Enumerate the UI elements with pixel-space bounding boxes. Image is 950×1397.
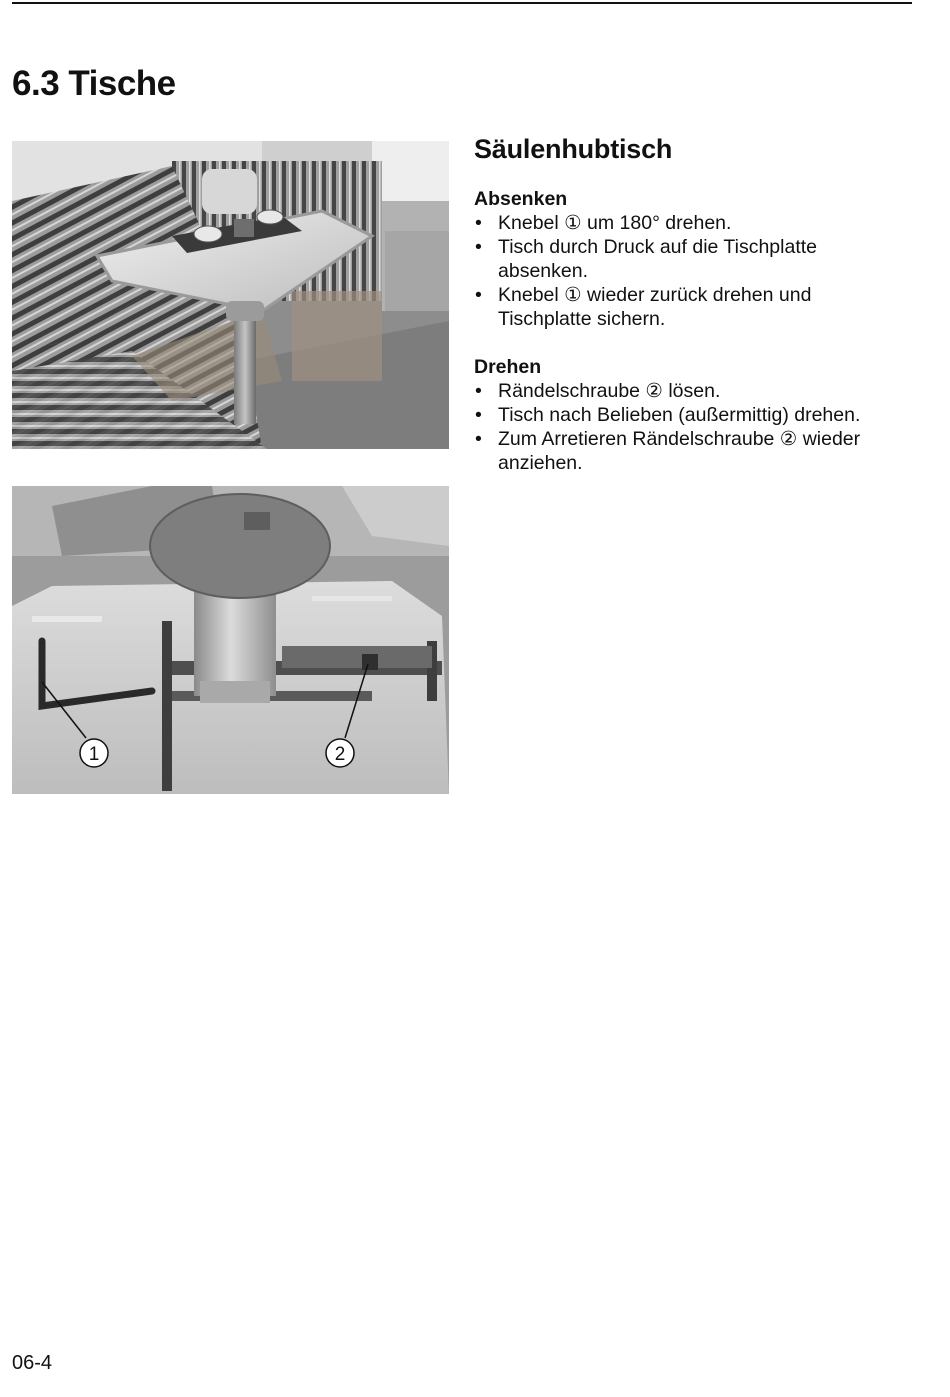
lowering-heading: Absenken	[474, 188, 568, 210]
rotating-steps	[474, 379, 904, 475]
list-item: • Rändelschraube ② lösen.	[474, 379, 904, 403]
callout-2-label: 2	[334, 744, 346, 765]
instructions-column	[474, 134, 904, 475]
subsection-title: Säulenhubtisch	[474, 134, 673, 164]
section-title: 6.3 Tische	[12, 64, 176, 103]
page-number: 06-4	[12, 1352, 53, 1374]
callout-1-label: 1	[88, 744, 100, 765]
lowering-steps	[474, 211, 904, 331]
pedestal-mechanism-photo	[12, 486, 449, 794]
top-rule	[12, 2, 912, 4]
rotating-heading: Drehen	[474, 356, 542, 378]
callout-2	[326, 739, 354, 767]
list-item: • Tisch nach Belieben (außermittig) drehen.	[474, 403, 904, 427]
rotating-instructions	[474, 355, 904, 475]
dinette-table-photo	[12, 141, 449, 449]
lowering-instructions	[474, 187, 904, 331]
list-item: • Knebel ① wieder zurück drehen und Tischplatte sichern.	[474, 283, 904, 331]
list-item: • Knebel ① um 180° drehen.	[474, 211, 904, 235]
list-item: • Tisch durch Druck auf die Tischplatte absenken.	[474, 235, 904, 283]
list-item: • Zum Arretieren Rändelschraube ② wieder anziehen.	[474, 427, 904, 475]
callout-1	[80, 739, 108, 767]
